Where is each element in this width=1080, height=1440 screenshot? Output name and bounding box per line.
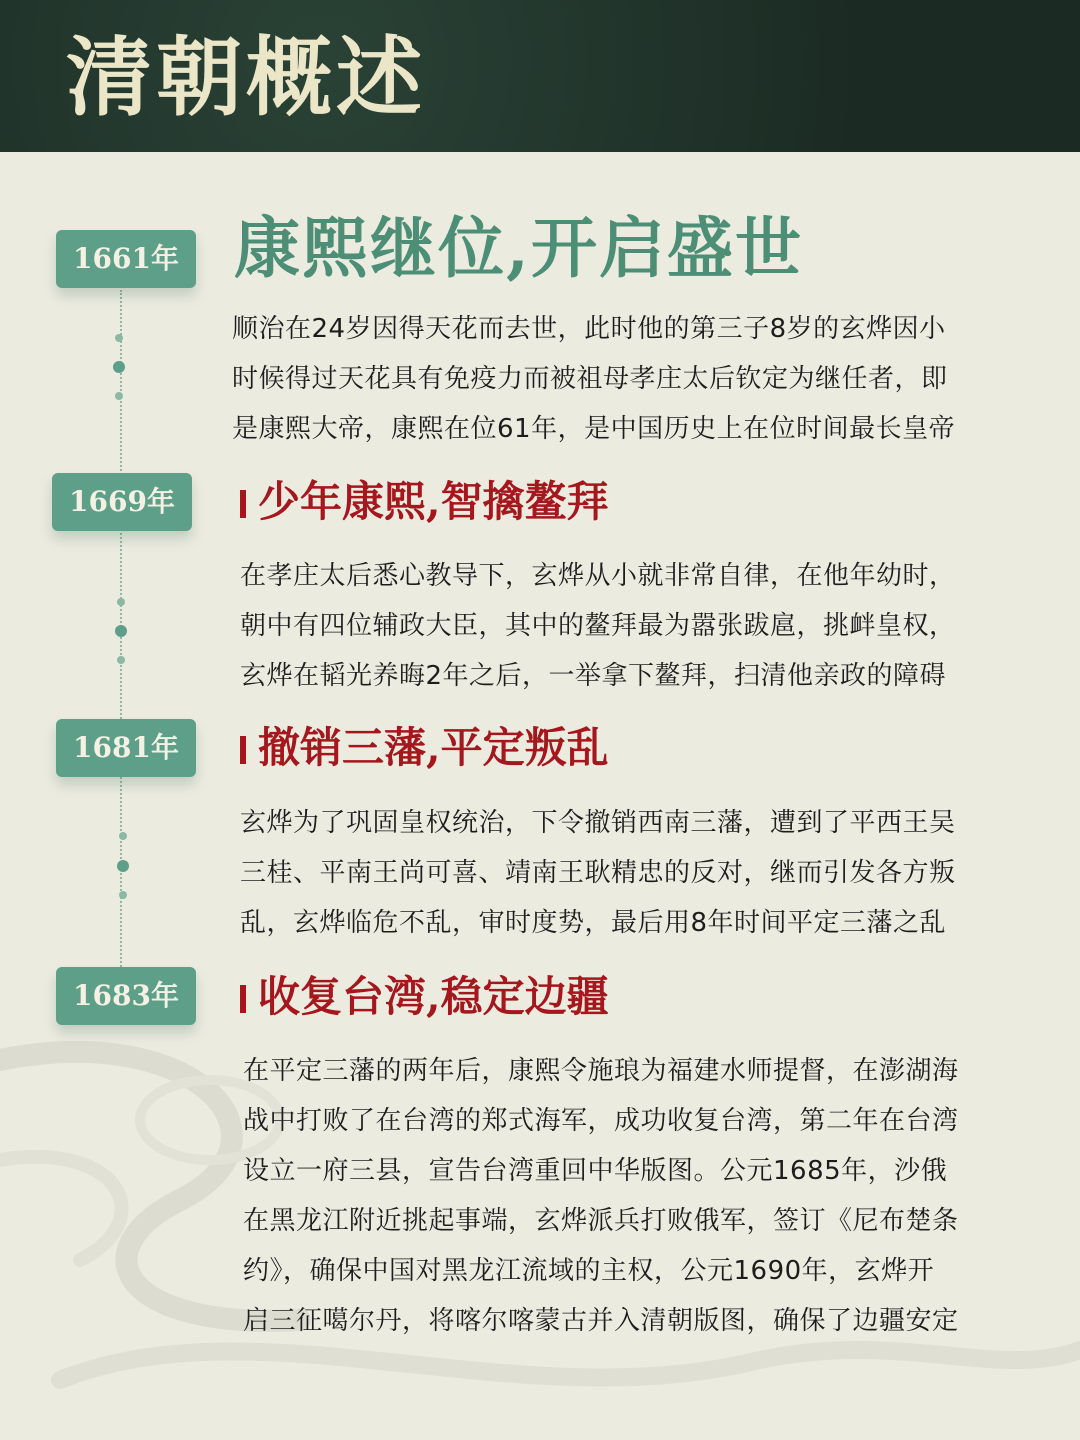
page-title: 清朝概述 — [66, 27, 426, 128]
heading-accent-bar — [240, 985, 246, 1013]
paragraph-line: 是康熙大帝，康熙在位61年，是中国历史上在位时间最长皇帝 — [232, 414, 956, 444]
year-tag: 1661年 — [56, 230, 196, 288]
year-tag: 1669年 — [52, 473, 192, 531]
section-heading-text: 少年康熙,智擒鳌拜 — [258, 477, 609, 526]
section-paragraph — [243, 1046, 1013, 1346]
timeline-dot — [117, 598, 125, 606]
paragraph-line: 乱，玄烨临危不乱，审时度势，最后用8年时间平定三藩之乱 — [240, 908, 947, 938]
timeline-dot — [119, 891, 127, 899]
paragraph-line: 约》，确保中国对黑龙江流域的主权，公元1690年，玄烨开 — [243, 1256, 935, 1286]
section-paragraph — [232, 304, 1002, 454]
section-heading — [240, 472, 609, 532]
timeline-dot — [117, 860, 129, 872]
header-banner — [0, 0, 1080, 152]
section-heading-text: 撤销三藩,平定叛乱 — [258, 723, 609, 772]
timeline-dot — [115, 625, 127, 637]
paragraph-line: 玄烨在韬光养晦2年之后，一举拿下鳌拜，扫清他亲政的障碍 — [240, 661, 947, 691]
section-heading — [240, 718, 609, 778]
timeline-dot — [115, 392, 123, 400]
paragraph-line: 三桂、平南王尚可喜、靖南王耿精忠的反对，继而引发各方叛 — [240, 858, 956, 888]
heading-accent-bar — [240, 490, 246, 518]
timeline-dot — [113, 361, 125, 373]
paragraph-line: 启三征噶尔丹，将喀尔喀蒙古并入清朝版图，确保了边疆安定 — [243, 1306, 959, 1336]
paragraph-line: 时候得过天花具有免疫力而被祖母孝庄太后钦定为继任者，即 — [232, 364, 948, 394]
paragraph-line: 朝中有四位辅政大臣，其中的鳌拜最为嚣张跋扈，挑衅皇权， — [240, 611, 956, 641]
timeline-dot — [119, 832, 127, 840]
year-tag: 1683年 — [56, 967, 196, 1025]
heading-accent-bar — [240, 736, 246, 764]
section-heading-text: 收复台湾,稳定边疆 — [258, 972, 609, 1021]
paragraph-line: 顺治在24岁因得天花而去世，此时他的第三子8岁的玄烨因小 — [232, 314, 946, 344]
section-heading — [240, 967, 609, 1027]
timeline-dot — [117, 656, 125, 664]
section-heading-main: 康熙继位,开启盛世 — [234, 209, 803, 287]
section-paragraph — [240, 798, 1010, 948]
section-paragraph — [240, 551, 1010, 701]
paragraph-line: 战中打败了在台湾的郑式海军，成功收复台湾，第二年在台湾 — [243, 1106, 959, 1136]
paragraph-line: 玄烨为了巩固皇权统治，下令撤销西南三藩，遭到了平西王吴 — [240, 808, 956, 838]
paragraph-line: 在孝庄太后悉心教导下，玄烨从小就非常自律，在他年幼时， — [240, 561, 956, 591]
paragraph-line: 设立一府三县，宣告台湾重回中华版图。公元1685年，沙俄 — [243, 1156, 948, 1186]
paragraph-line: 在黑龙江附近挑起事端，玄烨派兵打败俄军，签订《尼布楚条 — [243, 1206, 959, 1236]
paragraph-line: 在平定三藩的两年后，康熙令施琅为福建水师提督，在澎湖海 — [243, 1056, 959, 1086]
timeline-dot — [115, 334, 123, 342]
year-tag: 1681年 — [56, 719, 196, 777]
